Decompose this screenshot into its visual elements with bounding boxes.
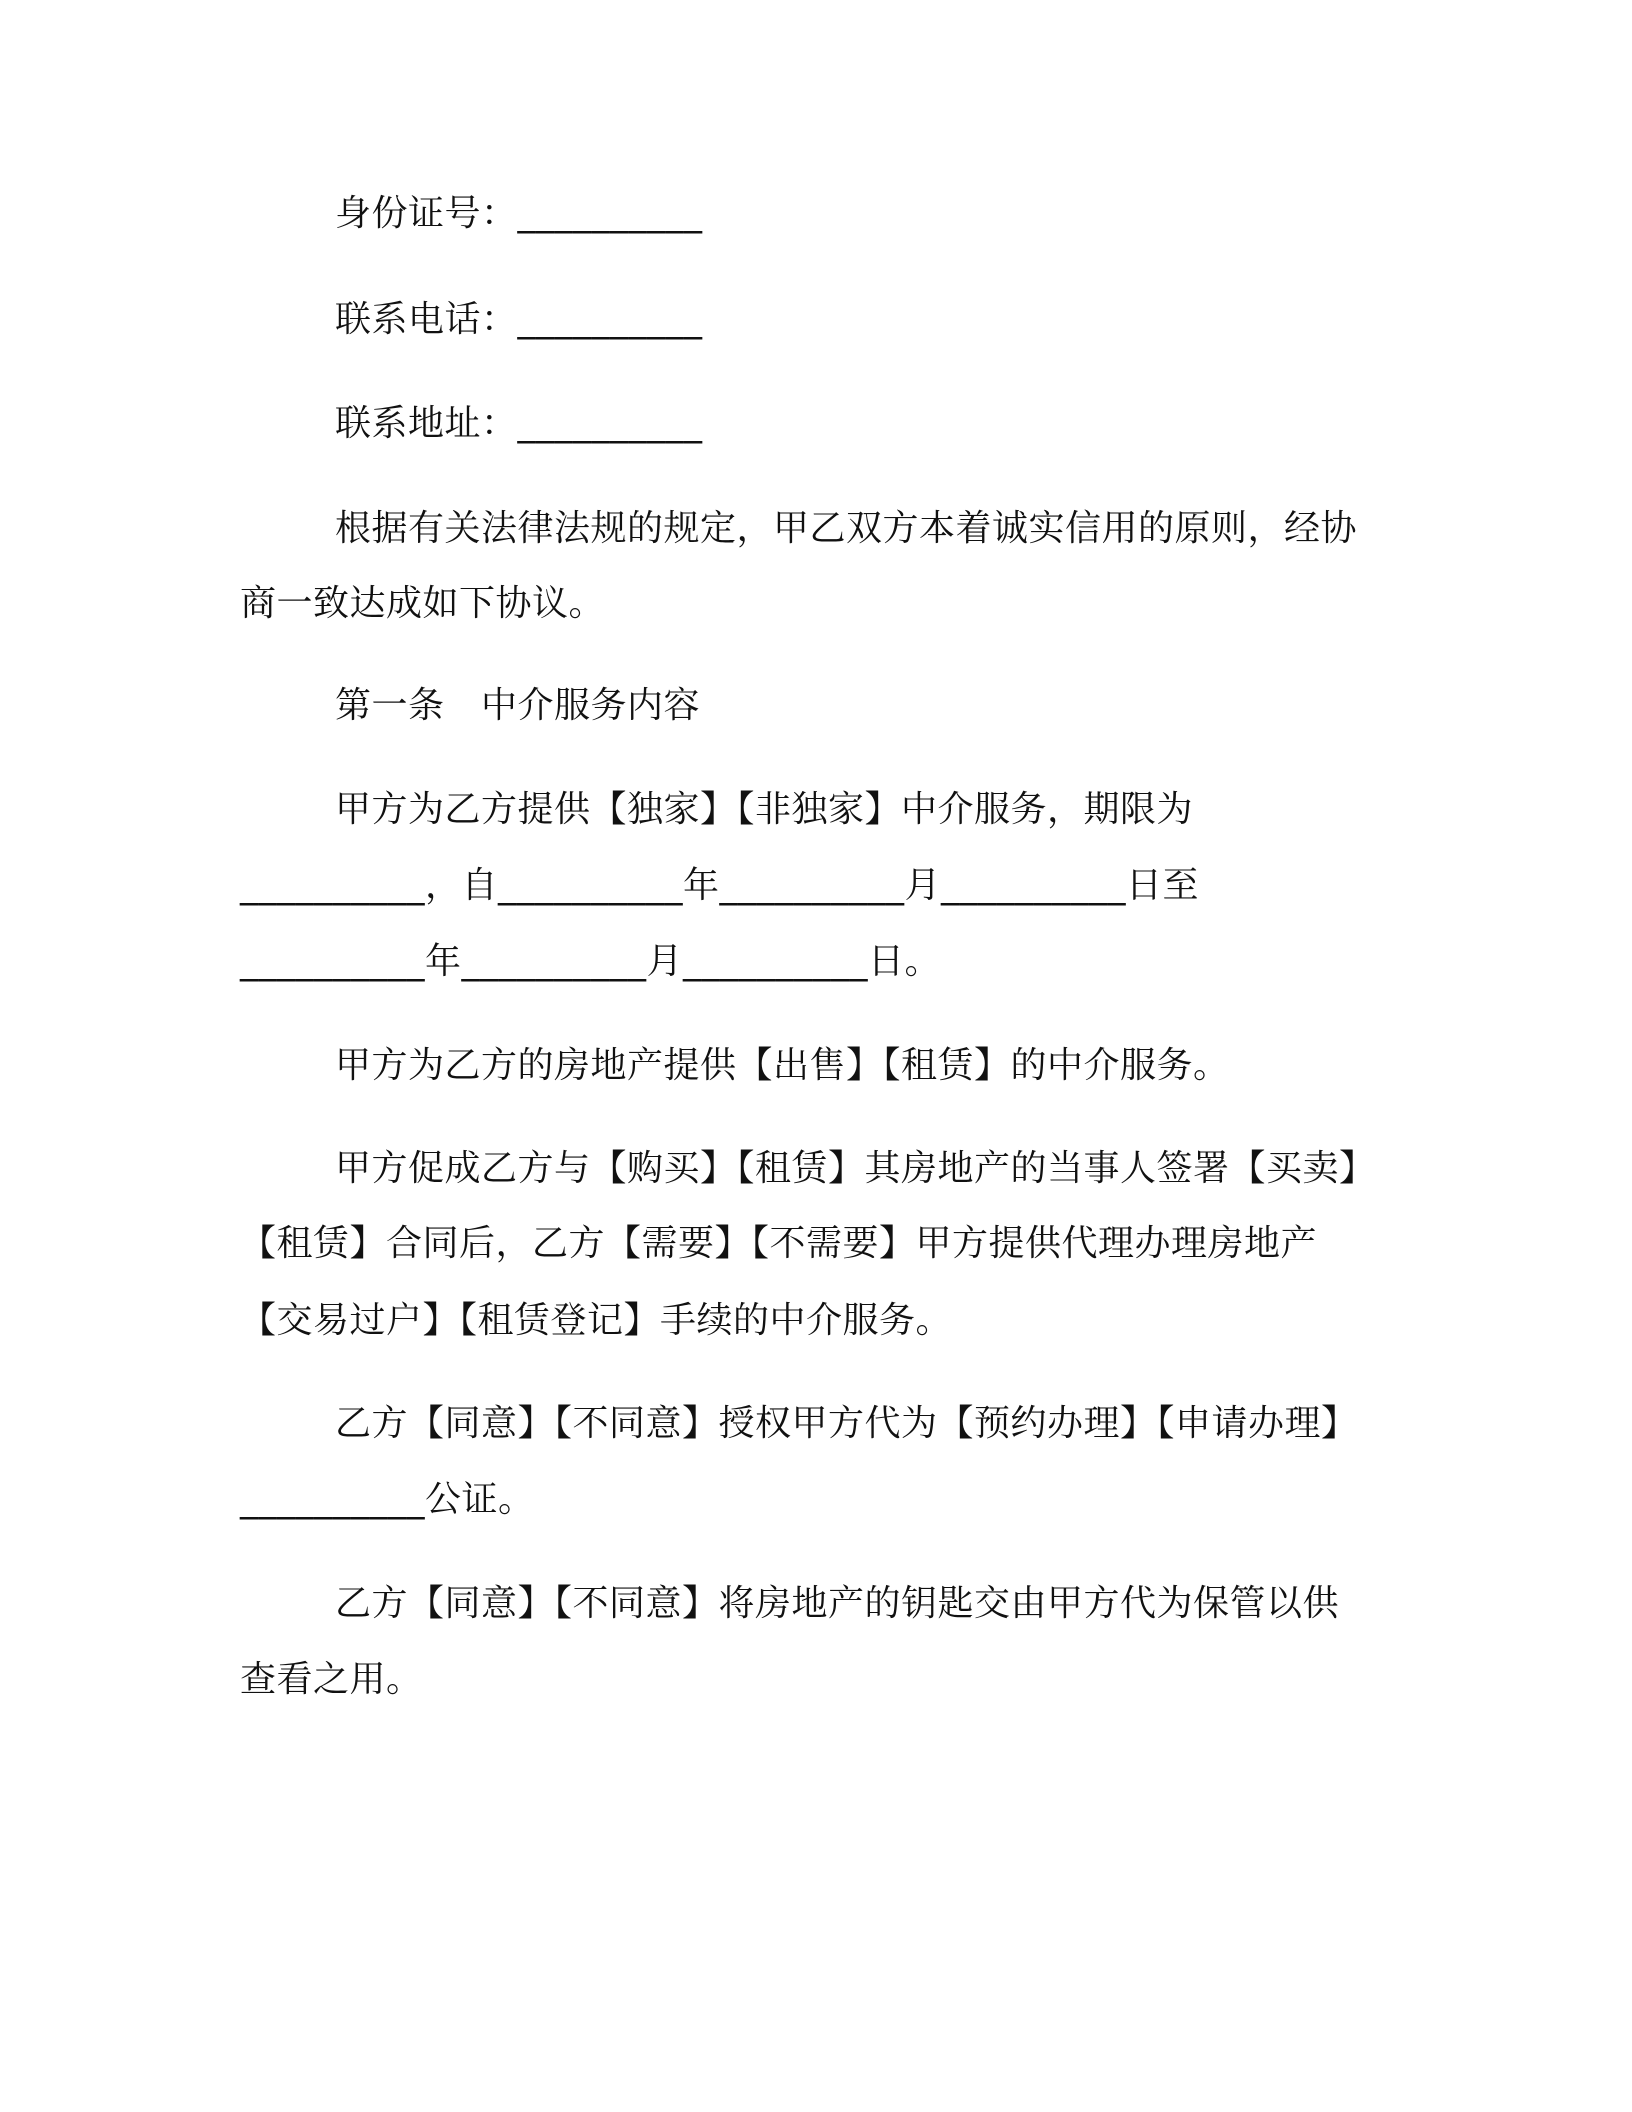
paragraph-line: __________公证。 — [240, 1479, 535, 1520]
paragraph-line: 乙方【同意】【不同意】将房地产的钥匙交由甲方代为保管以供 — [335, 1583, 1340, 1624]
paragraph-line: 商一致达成如下协议。 — [240, 583, 606, 624]
paragraph-line: 根据有关法律法规的规定，甲乙双方本着诚实信用的原则，经协 — [335, 508, 1358, 549]
paragraph-line: 查看之用。 — [240, 1659, 423, 1700]
phone-line: 联系电话：__________ — [335, 299, 703, 340]
paragraph-line: __________，自__________年__________月__________日至 — [240, 865, 1200, 906]
paragraph-line: 【租赁】合同后，乙方【需要】【不需要】甲方提供代理办理房地产 — [240, 1223, 1318, 1264]
paragraph-line: 甲方为乙方的房地产提供【出售】【租赁】的中介服务。 — [335, 1045, 1230, 1086]
paragraph-line: 甲方促成乙方与【购买】【租赁】其房地产的当事人签署【买卖】 — [335, 1148, 1376, 1189]
address-line: 联系地址：__________ — [335, 403, 703, 444]
paragraph-line: 甲方为乙方提供【独家】【非独家】中介服务，期限为 — [335, 789, 1194, 830]
article-title: 第一条 中介服务内容 — [335, 685, 701, 726]
paragraph-line: __________年__________月__________日。 — [240, 941, 941, 982]
paragraph-line: 乙方【同意】【不同意】授权甲方代为【预约办理】【申请办理】 — [335, 1403, 1358, 1444]
id-number-line: 身份证号：__________ — [335, 193, 703, 234]
paragraph-line: 【交易过户】【租赁登记】手续的中介服务。 — [240, 1300, 953, 1341]
